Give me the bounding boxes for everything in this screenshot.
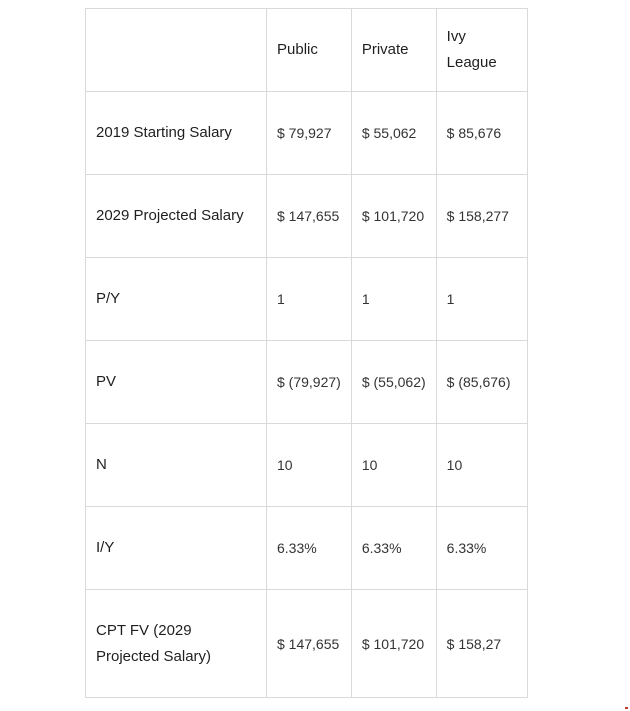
table-row: [86, 92, 528, 175]
table-row: [86, 341, 528, 424]
cell-public: 10: [267, 424, 352, 507]
cell-ivy-league: $ 158,277: [436, 175, 527, 258]
header-cell-private: Private: [351, 9, 436, 92]
row-label: CPT FV (2029 Projected Salary): [86, 590, 267, 698]
row-label: P/Y: [86, 258, 267, 341]
cell-ivy-league: $ 158,27: [436, 590, 527, 698]
cell-public: 1: [267, 258, 352, 341]
cell-ivy-league: $ (85,676): [436, 341, 527, 424]
cell-private: $ 55,062: [351, 92, 436, 175]
row-label: I/Y: [86, 507, 267, 590]
salary-comparison-table: [85, 8, 528, 698]
cell-ivy-league: 6.33%: [436, 507, 527, 590]
corner-mark: [625, 707, 628, 709]
table-row: [86, 507, 528, 590]
header-cell-empty: [86, 9, 267, 92]
table-header-row: [86, 9, 528, 92]
header-cell-public: Public: [267, 9, 352, 92]
cell-ivy-league: 1: [436, 258, 527, 341]
row-label: 2019 Starting Salary: [86, 92, 267, 175]
cell-public: $ 147,655: [267, 175, 352, 258]
header-cell-ivy-league: Ivy League: [436, 9, 527, 92]
cell-private: 10: [351, 424, 436, 507]
cell-private: 1: [351, 258, 436, 341]
table-row: [86, 258, 528, 341]
cell-ivy-league: 10: [436, 424, 527, 507]
cell-ivy-league: $ 85,676: [436, 92, 527, 175]
table-row: [86, 175, 528, 258]
cell-public: $ 147,655: [267, 590, 352, 698]
cell-public: $ 79,927: [267, 92, 352, 175]
row-label: N: [86, 424, 267, 507]
cell-private: $ 101,720: [351, 590, 436, 698]
cell-private: $ 101,720: [351, 175, 436, 258]
cell-private: $ (55,062): [351, 341, 436, 424]
table-row: [86, 424, 528, 507]
cell-private: 6.33%: [351, 507, 436, 590]
row-label: PV: [86, 341, 267, 424]
cell-public: $ (79,927): [267, 341, 352, 424]
cell-public: 6.33%: [267, 507, 352, 590]
row-label: 2029 Projected Salary: [86, 175, 267, 258]
table-row: [86, 590, 528, 698]
